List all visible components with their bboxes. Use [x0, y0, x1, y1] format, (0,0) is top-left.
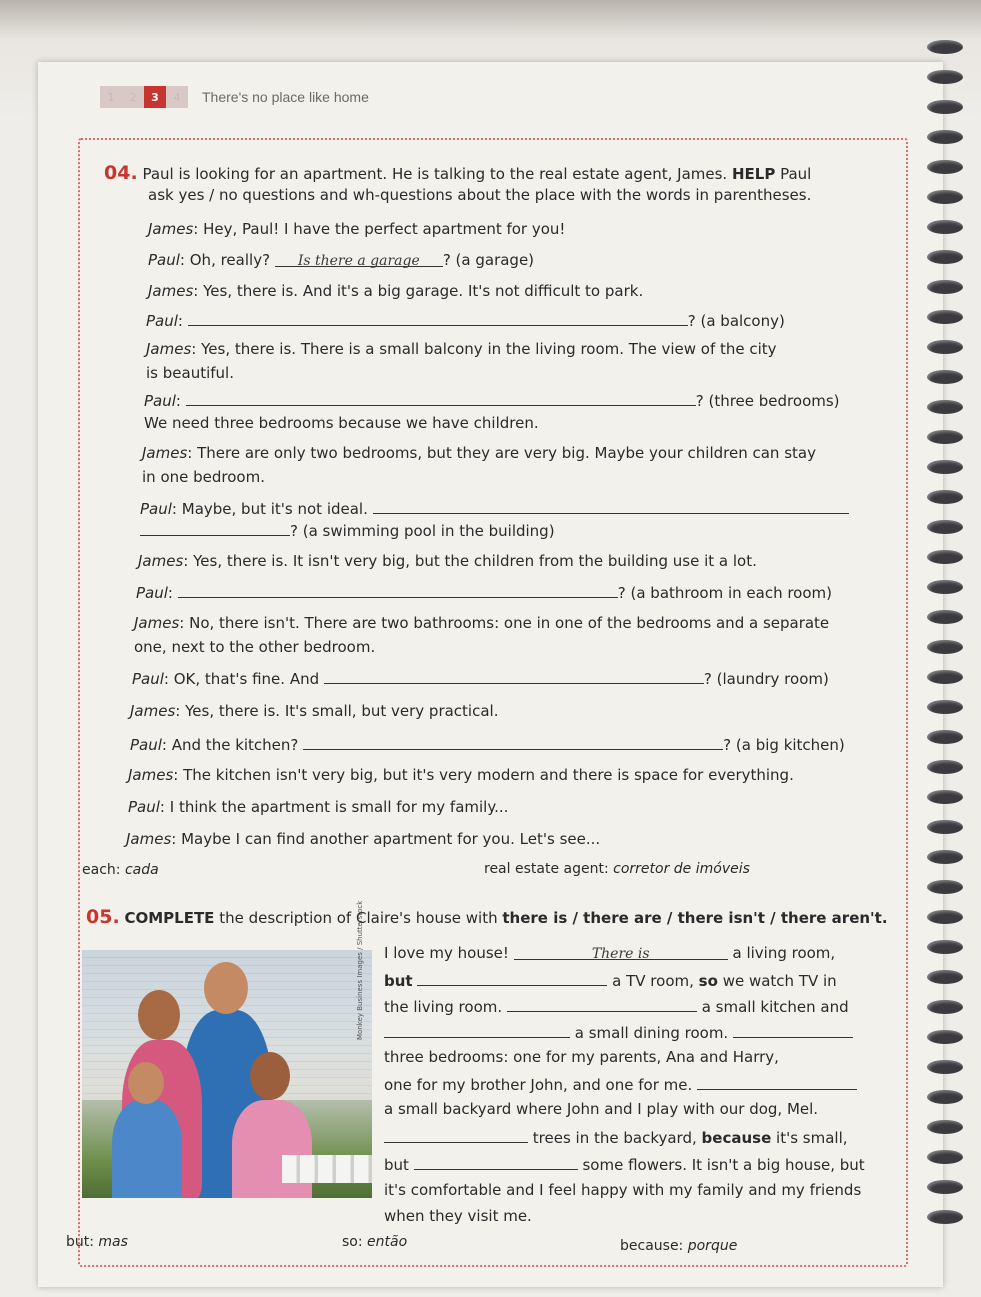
dialogue-line: James: Yes, there is. It's small, but very practical.	[130, 702, 499, 720]
spiral-ring	[927, 850, 963, 864]
dialogue-continuation: We need three bedrooms because we have children.	[144, 414, 539, 432]
spiral-ring	[927, 340, 963, 354]
spiral-ring	[927, 1120, 963, 1134]
spiral-ring	[927, 310, 963, 324]
dialogue-line: James: Maybe I can find another apartment for you. Let's see...	[126, 830, 601, 848]
dialogue-line: Paul: ? (a balcony)	[146, 312, 785, 330]
speaker: James	[142, 444, 188, 462]
speaker: Paul	[132, 670, 164, 688]
ex05-instructions: the description of Claire's house with	[219, 909, 498, 927]
spiral-ring	[927, 220, 963, 234]
dialogue-line: Paul: Oh, really? Is there a garage ? (a garage)	[148, 251, 535, 269]
spiral-ring	[927, 1150, 963, 1164]
spiral-ring	[927, 280, 963, 294]
answer-blank-pool-b[interactable]	[140, 520, 290, 536]
unit-header	[100, 86, 369, 108]
spiral-ring	[927, 190, 963, 204]
ex05-line-10: it's comfortable and I feel happy with my family and my friends	[384, 1181, 862, 1199]
dialogue-line: James: The kitchen isn't very big, but it's very modern and there is space for everything.	[128, 766, 794, 784]
spiral-ring	[927, 910, 963, 924]
spiral-ring	[927, 700, 963, 714]
speaker: James	[126, 830, 172, 848]
spiral-binding	[911, 40, 981, 1297]
ex05-line-7: a small backyard where John and I play with our dog, Mel.	[384, 1100, 819, 1118]
ex05-line-9: but some flowers. It isn't a big house, but	[384, 1156, 865, 1174]
ex05-line-6: one for my brother John, and one for me.	[384, 1074, 857, 1094]
spiral-ring	[927, 970, 963, 984]
ex04-instructions-2: ask yes / no questions and wh-questions about the place with the words in parentheses.	[148, 186, 812, 204]
glossary-because: because: porque	[620, 1238, 738, 1254]
spiral-ring	[927, 610, 963, 624]
page-tab-1: 1	[100, 86, 122, 108]
ex05-blank-6[interactable]	[697, 1074, 857, 1090]
ex05-line-2: but a TV room, so we watch TV in	[384, 972, 837, 990]
unit-title: There's no place like home	[202, 89, 369, 105]
spiral-ring	[927, 70, 963, 84]
family-photo	[82, 950, 372, 1198]
dialogue-continuation: ? (a swimming pool in the building)	[140, 520, 555, 540]
spiral-ring	[927, 1030, 963, 1044]
ex05-blank-4[interactable]	[384, 1022, 570, 1038]
page-tab-2: 2	[122, 86, 144, 108]
boy-face	[128, 1062, 164, 1104]
ex04-instructions-1: Paul is looking for an apartment. He is talking to the real estate agent, James.	[142, 165, 728, 183]
spiral-ring	[927, 640, 963, 654]
ex05-number: 05.	[86, 906, 120, 928]
ex05-line-4: a small dining room.	[384, 1022, 853, 1042]
spiral-ring	[927, 460, 963, 474]
dialogue-line: Paul: And the kitchen? ? (a big kitchen)	[130, 736, 845, 754]
speaker: James	[146, 340, 192, 358]
dialogue-line: Paul: ? (a bathroom in each room)	[136, 584, 833, 602]
spiral-ring	[927, 130, 963, 144]
dialogue-line: James: There are only two bedrooms, but they are very big. Maybe your children can stay	[142, 444, 816, 462]
fence	[282, 1155, 372, 1183]
handwritten-answer: Is there a garage	[297, 253, 420, 269]
speaker: James	[134, 614, 180, 632]
ex05-line-8: trees in the backyard, because it's small,	[384, 1127, 848, 1147]
speaker: James	[128, 766, 174, 784]
ex05-blank-1[interactable]: There is	[514, 944, 728, 960]
mother-face	[138, 990, 180, 1040]
ex05-blank-5[interactable]	[733, 1022, 853, 1038]
ex05-options: there is / there are / there isn't / there aren't.	[502, 909, 888, 927]
answer-blank-bedrooms[interactable]	[186, 390, 696, 406]
speaker: James	[138, 552, 184, 570]
spiral-ring	[927, 880, 963, 894]
spiral-ring	[927, 730, 963, 744]
speaker: Paul	[144, 392, 176, 410]
ex05-line-1: I love my house! There is a living room,	[384, 944, 836, 962]
dialogue-line: James: Yes, there is. There is a small balcony in the living room. The view of the city	[146, 340, 777, 358]
girl-face	[250, 1052, 290, 1100]
spiral-ring	[927, 400, 963, 414]
speaker: James	[148, 220, 194, 238]
answer-blank-laundry[interactable]	[324, 668, 704, 684]
spiral-ring	[927, 520, 963, 534]
spiral-ring	[927, 550, 963, 564]
page-tab-4: 4	[166, 86, 188, 108]
ex04-instructions-1b: Paul	[780, 165, 812, 183]
spiral-ring	[927, 790, 963, 804]
answer-blank-kitchen[interactable]	[303, 734, 723, 750]
spiral-ring	[927, 160, 963, 174]
speaker: Paul	[128, 798, 160, 816]
spiral-ring	[927, 940, 963, 954]
dialogue-line: James: Yes, there is. And it's a big garage. It's not difficult to park.	[148, 282, 644, 300]
ex05-blank-7[interactable]	[384, 1127, 528, 1143]
speaker: James	[130, 702, 176, 720]
dialogue-continuation: in one bedroom.	[142, 468, 265, 486]
spiral-ring	[927, 1000, 963, 1014]
spiral-ring	[927, 370, 963, 384]
ex04-number: 04.	[104, 162, 138, 184]
ex05-blank-2[interactable]	[417, 970, 607, 986]
spiral-ring	[927, 580, 963, 594]
spiral-ring	[927, 430, 963, 444]
dialogue-line: James: Yes, there is. It isn't very big, but the children from the building use it a lot.	[138, 552, 757, 570]
spiral-ring	[927, 760, 963, 774]
spiral-ring	[927, 490, 963, 504]
ex04-heading	[104, 162, 811, 184]
girl	[232, 1100, 312, 1198]
answer-blank-bathroom[interactable]	[178, 582, 618, 598]
ex04-help-word: HELP	[731, 165, 776, 183]
dialogue-line: Paul: OK, that's fine. And ? (laundry room)	[132, 670, 829, 688]
boy	[112, 1100, 182, 1198]
glossary-so: so: então	[342, 1234, 408, 1250]
ex05-blank-3[interactable]	[507, 996, 697, 1012]
spiral-ring	[927, 1180, 963, 1194]
speaker: Paul	[130, 736, 162, 754]
spiral-ring	[927, 100, 963, 114]
ex05-line-11: when they visit me.	[384, 1207, 532, 1225]
spiral-ring	[927, 1210, 963, 1224]
glossary-each: each: cada	[82, 862, 159, 878]
speaker: James	[148, 282, 194, 300]
ex05-heading	[86, 906, 888, 928]
dialogue-line: James: No, there isn't. There are two bathrooms: one in one of the bedrooms and a separate	[134, 614, 830, 632]
speaker: Paul	[146, 312, 178, 330]
speaker: Paul	[140, 500, 172, 518]
dialogue-continuation: is beautiful.	[146, 364, 234, 382]
dialogue-line: Paul: Maybe, but it's not ideal.	[140, 498, 849, 518]
spiral-ring	[927, 40, 963, 54]
answer-blank-pool-a[interactable]	[373, 498, 849, 514]
dialogue-line: Paul: ? (three bedrooms)	[144, 392, 840, 410]
ex05-line-5: three bedrooms: one for my parents, Ana and Harry,	[384, 1048, 779, 1066]
father-face	[204, 962, 248, 1014]
dialogue-line: Paul: I think the apartment is small for my family...	[128, 798, 509, 816]
dialogue-continuation: one, next to the other bedroom.	[134, 638, 376, 656]
ex05-line-3: the living room. a small kitchen and	[384, 998, 849, 1016]
photo-credit: Monkey Business Images / Shutterstock	[356, 900, 364, 1040]
spiral-ring	[927, 1060, 963, 1074]
spiral-ring	[927, 670, 963, 684]
spiral-ring	[927, 1090, 963, 1104]
ex05-verb: COMPLETE	[124, 909, 215, 927]
spiral-ring	[927, 820, 963, 834]
ex05-blank-8[interactable]	[414, 1154, 578, 1170]
spiral-ring	[927, 250, 963, 264]
dialogue-line: James: Hey, Paul! I have the perfect apartment for you!	[148, 220, 566, 238]
glossary-but: but: mas	[66, 1234, 128, 1250]
speaker: Paul	[136, 584, 168, 602]
speaker: Paul	[148, 251, 180, 269]
glossary-real-estate-agent: real estate agent: corretor de imóveis	[484, 861, 750, 877]
answer-blank-balcony[interactable]	[188, 310, 688, 326]
answer-blank-garage[interactable]	[275, 251, 443, 267]
page-tab-3: 3	[144, 86, 166, 108]
